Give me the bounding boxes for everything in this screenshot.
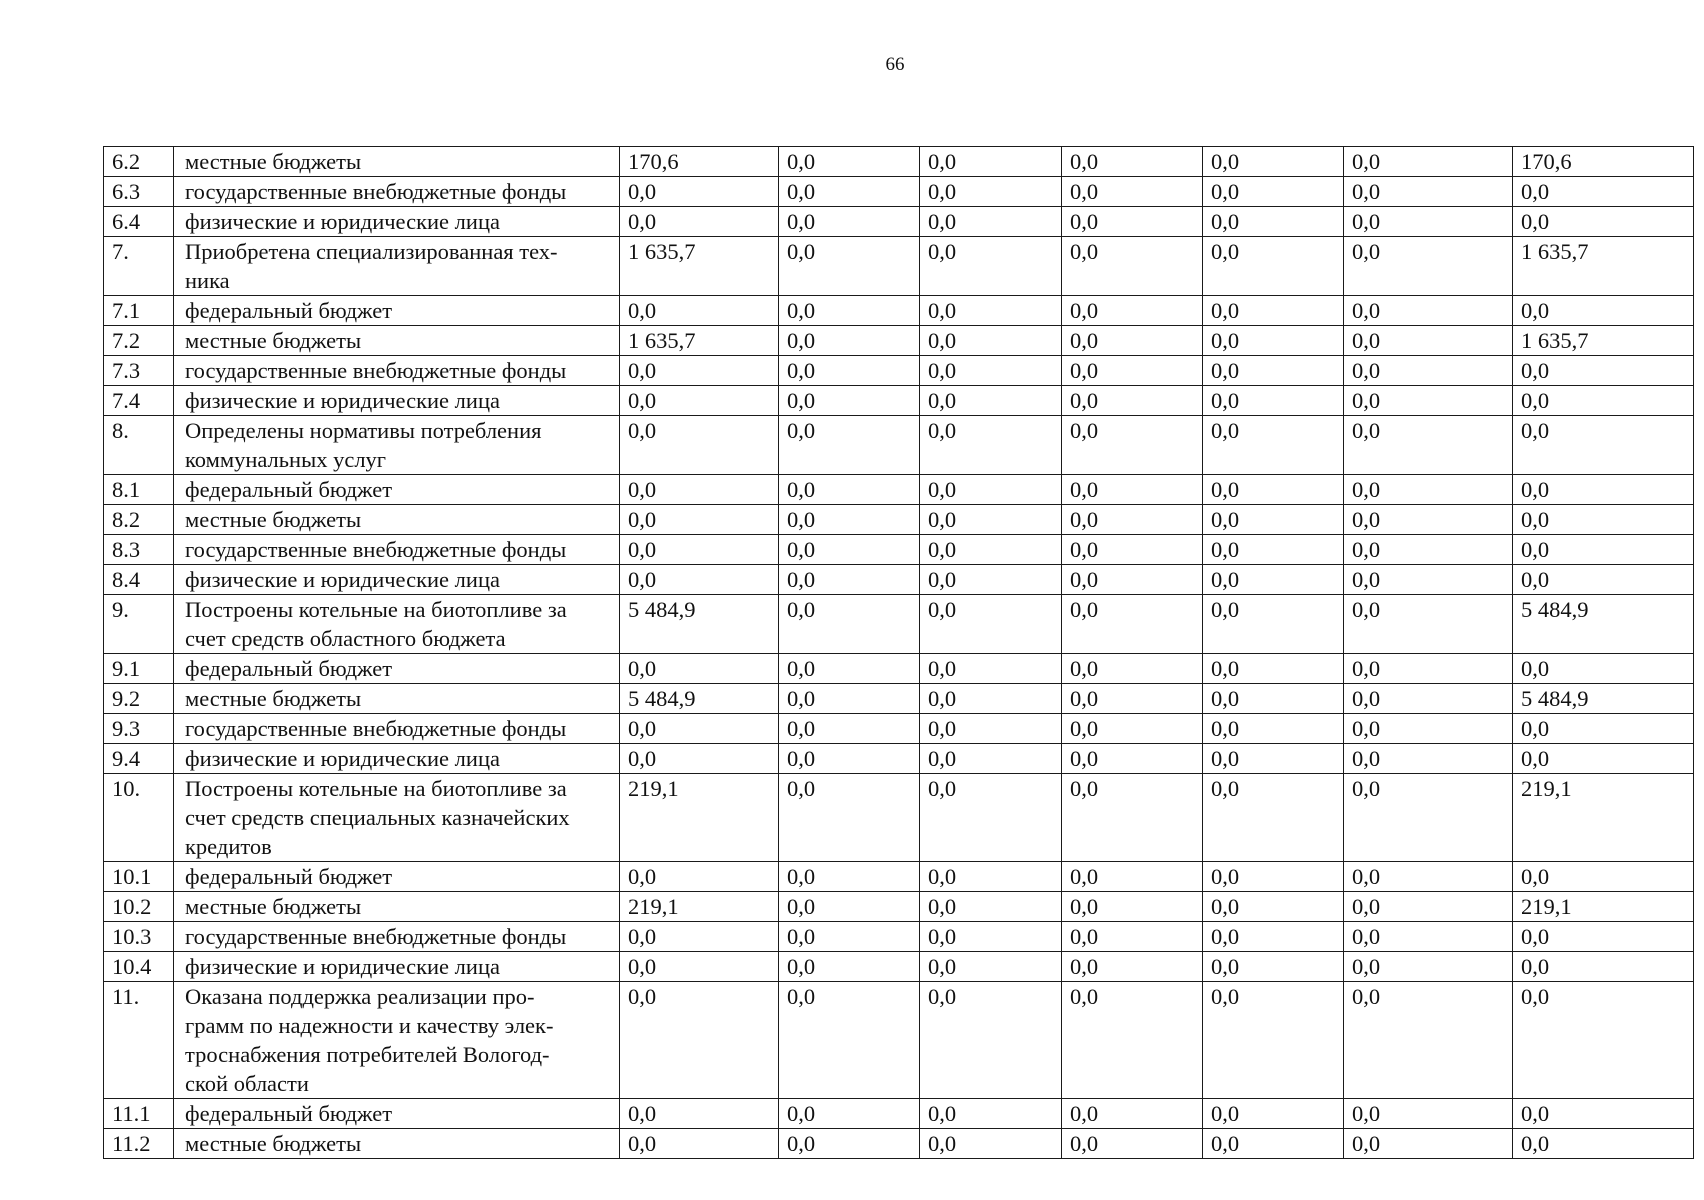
value-cell: 0,0 bbox=[920, 982, 1062, 1099]
value-cell: 0,0 bbox=[1344, 565, 1513, 595]
table-row bbox=[104, 952, 1694, 982]
value-cell: 0,0 bbox=[779, 714, 920, 744]
row-label-cell: физические и юридические лица bbox=[174, 744, 620, 774]
value-cell: 0,0 bbox=[1344, 505, 1513, 535]
table-row bbox=[104, 356, 1694, 386]
value-cell: 0,0 bbox=[620, 386, 779, 416]
row-number-cell: 7.1 bbox=[104, 296, 174, 326]
value-cell: 0,0 bbox=[620, 505, 779, 535]
value-cell: 0,0 bbox=[1062, 237, 1203, 296]
row-number-cell: 9.1 bbox=[104, 654, 174, 684]
value-cell: 0,0 bbox=[1513, 565, 1694, 595]
value-cell: 0,0 bbox=[1344, 326, 1513, 356]
table-row bbox=[104, 535, 1694, 565]
value-cell: 0,0 bbox=[1344, 922, 1513, 952]
value-cell: 0,0 bbox=[1203, 1129, 1344, 1159]
value-cell: 0,0 bbox=[1513, 296, 1694, 326]
value-cell: 0,0 bbox=[1203, 207, 1344, 237]
value-cell: 0,0 bbox=[1203, 386, 1344, 416]
value-cell: 0,0 bbox=[1344, 386, 1513, 416]
value-cell: 0,0 bbox=[1062, 684, 1203, 714]
row-number-cell: 10.3 bbox=[104, 922, 174, 952]
row-number-cell: 9. bbox=[104, 595, 174, 654]
value-cell: 0,0 bbox=[779, 147, 920, 177]
value-cell: 0,0 bbox=[1344, 982, 1513, 1099]
table-row bbox=[104, 565, 1694, 595]
row-label-cell: федеральный бюджет bbox=[174, 1099, 620, 1129]
value-cell: 0,0 bbox=[1203, 952, 1344, 982]
value-cell: 0,0 bbox=[1062, 922, 1203, 952]
value-cell: 1 635,7 bbox=[620, 326, 779, 356]
value-cell: 0,0 bbox=[920, 147, 1062, 177]
value-cell: 170,6 bbox=[1513, 147, 1694, 177]
row-number-cell: 8.4 bbox=[104, 565, 174, 595]
value-cell: 5 484,9 bbox=[1513, 595, 1694, 654]
value-cell: 0,0 bbox=[1513, 386, 1694, 416]
value-cell: 0,0 bbox=[1513, 535, 1694, 565]
value-cell: 0,0 bbox=[779, 892, 920, 922]
value-cell: 0,0 bbox=[1513, 654, 1694, 684]
value-cell: 0,0 bbox=[779, 416, 920, 475]
row-label-cell: местные бюджеты bbox=[174, 1129, 620, 1159]
value-cell: 0,0 bbox=[1062, 535, 1203, 565]
value-cell: 0,0 bbox=[1203, 892, 1344, 922]
value-cell: 0,0 bbox=[779, 326, 920, 356]
table-row bbox=[104, 892, 1694, 922]
value-cell: 0,0 bbox=[1203, 147, 1344, 177]
value-cell: 0,0 bbox=[920, 654, 1062, 684]
budget-table bbox=[103, 146, 1694, 1159]
value-cell: 0,0 bbox=[620, 177, 779, 207]
value-cell: 0,0 bbox=[779, 952, 920, 982]
value-cell: 0,0 bbox=[1344, 654, 1513, 684]
value-cell: 0,0 bbox=[1344, 237, 1513, 296]
value-cell: 0,0 bbox=[620, 714, 779, 744]
value-cell: 0,0 bbox=[779, 296, 920, 326]
table-row bbox=[104, 744, 1694, 774]
value-cell: 0,0 bbox=[1203, 714, 1344, 744]
value-cell: 0,0 bbox=[920, 595, 1062, 654]
value-cell: 5 484,9 bbox=[620, 595, 779, 654]
value-cell: 0,0 bbox=[1203, 1099, 1344, 1129]
value-cell: 0,0 bbox=[1513, 207, 1694, 237]
value-cell: 0,0 bbox=[620, 654, 779, 684]
row-label-cell: местные бюджеты bbox=[174, 505, 620, 535]
value-cell: 0,0 bbox=[1513, 744, 1694, 774]
value-cell: 1 635,7 bbox=[1513, 237, 1694, 296]
row-label-cell: государственные внебюджетные фонды bbox=[174, 535, 620, 565]
value-cell: 0,0 bbox=[620, 565, 779, 595]
row-label-cell: местные бюджеты bbox=[174, 326, 620, 356]
value-cell: 0,0 bbox=[1203, 535, 1344, 565]
value-cell: 0,0 bbox=[779, 565, 920, 595]
value-cell: 0,0 bbox=[1203, 862, 1344, 892]
value-cell: 0,0 bbox=[1203, 595, 1344, 654]
page-number: 66 bbox=[885, 54, 905, 75]
value-cell: 0,0 bbox=[920, 684, 1062, 714]
row-label-cell: Приобретена специализированная тех- ника bbox=[174, 237, 620, 296]
value-cell: 0,0 bbox=[1344, 862, 1513, 892]
row-label-cell: физические и юридические лица bbox=[174, 565, 620, 595]
value-cell: 0,0 bbox=[779, 386, 920, 416]
row-label-cell: местные бюджеты bbox=[174, 684, 620, 714]
row-number-cell: 8.1 bbox=[104, 475, 174, 505]
table-row bbox=[104, 1129, 1694, 1159]
table-row bbox=[104, 862, 1694, 892]
value-cell: 0,0 bbox=[920, 1099, 1062, 1129]
value-cell: 0,0 bbox=[1203, 177, 1344, 207]
value-cell: 0,0 bbox=[1344, 774, 1513, 862]
value-cell: 0,0 bbox=[779, 1129, 920, 1159]
value-cell: 0,0 bbox=[1203, 744, 1344, 774]
row-number-cell: 10. bbox=[104, 774, 174, 862]
value-cell: 0,0 bbox=[1203, 654, 1344, 684]
row-number-cell: 8.3 bbox=[104, 535, 174, 565]
value-cell: 0,0 bbox=[920, 177, 1062, 207]
table-row bbox=[104, 386, 1694, 416]
value-cell: 0,0 bbox=[620, 982, 779, 1099]
value-cell: 0,0 bbox=[620, 922, 779, 952]
table-row bbox=[104, 296, 1694, 326]
value-cell: 0,0 bbox=[779, 744, 920, 774]
row-label-cell: федеральный бюджет bbox=[174, 296, 620, 326]
value-cell: 0,0 bbox=[1203, 356, 1344, 386]
table-row bbox=[104, 595, 1694, 654]
value-cell: 0,0 bbox=[620, 296, 779, 326]
value-cell: 0,0 bbox=[1062, 296, 1203, 326]
value-cell: 0,0 bbox=[1344, 1129, 1513, 1159]
table-row bbox=[104, 207, 1694, 237]
table-row bbox=[104, 1099, 1694, 1129]
table-row bbox=[104, 684, 1694, 714]
table-row bbox=[104, 416, 1694, 475]
value-cell: 0,0 bbox=[1203, 774, 1344, 862]
value-cell: 0,0 bbox=[920, 922, 1062, 952]
value-cell: 0,0 bbox=[920, 237, 1062, 296]
row-number-cell: 6.2 bbox=[104, 147, 174, 177]
value-cell: 0,0 bbox=[779, 595, 920, 654]
row-label-cell: Оказана поддержка реализации про- грамм по надежности и качеству элек- троснабжения потребителей Вологод- ской области bbox=[174, 982, 620, 1099]
value-cell: 0,0 bbox=[1062, 862, 1203, 892]
row-number-cell: 7. bbox=[104, 237, 174, 296]
row-number-cell: 11. bbox=[104, 982, 174, 1099]
value-cell: 0,0 bbox=[1344, 207, 1513, 237]
value-cell: 0,0 bbox=[620, 1129, 779, 1159]
value-cell: 0,0 bbox=[920, 296, 1062, 326]
row-label-cell: федеральный бюджет bbox=[174, 654, 620, 684]
value-cell: 0,0 bbox=[1203, 237, 1344, 296]
value-cell: 5 484,9 bbox=[1513, 684, 1694, 714]
value-cell: 0,0 bbox=[920, 207, 1062, 237]
row-number-cell: 6.4 bbox=[104, 207, 174, 237]
value-cell: 0,0 bbox=[779, 862, 920, 892]
value-cell: 0,0 bbox=[1344, 296, 1513, 326]
row-number-cell: 8. bbox=[104, 416, 174, 475]
table-body bbox=[104, 147, 1694, 1159]
value-cell: 0,0 bbox=[1062, 774, 1203, 862]
value-cell: 0,0 bbox=[920, 862, 1062, 892]
value-cell: 0,0 bbox=[779, 237, 920, 296]
value-cell: 219,1 bbox=[1513, 892, 1694, 922]
row-label-cell: федеральный бюджет bbox=[174, 475, 620, 505]
value-cell: 0,0 bbox=[1513, 505, 1694, 535]
table-row bbox=[104, 505, 1694, 535]
table-row bbox=[104, 654, 1694, 684]
value-cell: 0,0 bbox=[1344, 177, 1513, 207]
value-cell: 0,0 bbox=[1062, 595, 1203, 654]
value-cell: 0,0 bbox=[1344, 892, 1513, 922]
table-row bbox=[104, 982, 1694, 1099]
row-number-cell: 8.2 bbox=[104, 505, 174, 535]
value-cell: 0,0 bbox=[920, 952, 1062, 982]
row-label-cell: государственные внебюджетные фонды bbox=[174, 356, 620, 386]
value-cell: 0,0 bbox=[920, 326, 1062, 356]
row-label-cell: местные бюджеты bbox=[174, 147, 620, 177]
value-cell: 0,0 bbox=[1344, 147, 1513, 177]
value-cell: 0,0 bbox=[1513, 1099, 1694, 1129]
value-cell: 0,0 bbox=[779, 684, 920, 714]
table-row bbox=[104, 714, 1694, 744]
row-number-cell: 7.4 bbox=[104, 386, 174, 416]
row-label-cell: государственные внебюджетные фонды bbox=[174, 922, 620, 952]
row-label-cell: Определены нормативы потребления коммунальных услуг bbox=[174, 416, 620, 475]
value-cell: 0,0 bbox=[779, 177, 920, 207]
row-label-cell: Построены котельные на биотопливе за счет средств специальных казначейских кредитов bbox=[174, 774, 620, 862]
value-cell: 0,0 bbox=[1513, 356, 1694, 386]
value-cell: 0,0 bbox=[1062, 1099, 1203, 1129]
row-number-cell: 9.4 bbox=[104, 744, 174, 774]
row-number-cell: 7.3 bbox=[104, 356, 174, 386]
value-cell: 0,0 bbox=[920, 714, 1062, 744]
value-cell: 0,0 bbox=[779, 475, 920, 505]
value-cell: 0,0 bbox=[920, 565, 1062, 595]
value-cell: 0,0 bbox=[779, 982, 920, 1099]
row-number-cell: 10.4 bbox=[104, 952, 174, 982]
value-cell: 0,0 bbox=[1513, 922, 1694, 952]
value-cell: 0,0 bbox=[1062, 475, 1203, 505]
value-cell: 1 635,7 bbox=[620, 237, 779, 296]
row-number-cell: 7.2 bbox=[104, 326, 174, 356]
row-number-cell: 10.1 bbox=[104, 862, 174, 892]
value-cell: 0,0 bbox=[920, 416, 1062, 475]
value-cell: 0,0 bbox=[920, 892, 1062, 922]
value-cell: 0,0 bbox=[1513, 1129, 1694, 1159]
table-row bbox=[104, 237, 1694, 296]
value-cell: 0,0 bbox=[779, 1099, 920, 1129]
value-cell: 0,0 bbox=[779, 774, 920, 862]
table-row bbox=[104, 177, 1694, 207]
value-cell: 0,0 bbox=[1062, 505, 1203, 535]
value-cell: 0,0 bbox=[1513, 952, 1694, 982]
value-cell: 0,0 bbox=[779, 207, 920, 237]
value-cell: 0,0 bbox=[620, 207, 779, 237]
value-cell: 0,0 bbox=[1203, 982, 1344, 1099]
value-cell: 0,0 bbox=[620, 1099, 779, 1129]
value-cell: 0,0 bbox=[1344, 535, 1513, 565]
table-row bbox=[104, 326, 1694, 356]
value-cell: 0,0 bbox=[1344, 714, 1513, 744]
value-cell: 0,0 bbox=[920, 505, 1062, 535]
value-cell: 0,0 bbox=[1513, 475, 1694, 505]
value-cell: 0,0 bbox=[1062, 565, 1203, 595]
value-cell: 0,0 bbox=[1344, 684, 1513, 714]
row-number-cell: 6.3 bbox=[104, 177, 174, 207]
value-cell: 0,0 bbox=[1062, 1129, 1203, 1159]
value-cell: 5 484,9 bbox=[620, 684, 779, 714]
value-cell: 0,0 bbox=[779, 654, 920, 684]
table-row bbox=[104, 922, 1694, 952]
value-cell: 0,0 bbox=[779, 535, 920, 565]
row-number-cell: 11.1 bbox=[104, 1099, 174, 1129]
value-cell: 0,0 bbox=[1203, 326, 1344, 356]
value-cell: 1 635,7 bbox=[1513, 326, 1694, 356]
row-label-cell: физические и юридические лица bbox=[174, 952, 620, 982]
value-cell: 0,0 bbox=[1344, 1099, 1513, 1129]
value-cell: 0,0 bbox=[1062, 177, 1203, 207]
row-number-cell: 10.2 bbox=[104, 892, 174, 922]
row-label-cell: федеральный бюджет bbox=[174, 862, 620, 892]
row-label-cell: физические и юридические лица bbox=[174, 207, 620, 237]
value-cell: 0,0 bbox=[1344, 416, 1513, 475]
value-cell: 0,0 bbox=[1062, 744, 1203, 774]
value-cell: 170,6 bbox=[620, 147, 779, 177]
value-cell: 0,0 bbox=[779, 505, 920, 535]
value-cell: 0,0 bbox=[1203, 475, 1344, 505]
value-cell: 0,0 bbox=[1513, 416, 1694, 475]
value-cell: 0,0 bbox=[920, 744, 1062, 774]
value-cell: 0,0 bbox=[1062, 952, 1203, 982]
value-cell: 0,0 bbox=[1062, 386, 1203, 416]
value-cell: 0,0 bbox=[1203, 565, 1344, 595]
value-cell: 219,1 bbox=[620, 892, 779, 922]
value-cell: 0,0 bbox=[1203, 505, 1344, 535]
value-cell: 0,0 bbox=[779, 922, 920, 952]
value-cell: 0,0 bbox=[1062, 654, 1203, 684]
value-cell: 0,0 bbox=[779, 356, 920, 386]
value-cell: 0,0 bbox=[920, 356, 1062, 386]
value-cell: 0,0 bbox=[1513, 177, 1694, 207]
row-label-cell: местные бюджеты bbox=[174, 892, 620, 922]
value-cell: 0,0 bbox=[1062, 714, 1203, 744]
value-cell: 0,0 bbox=[920, 774, 1062, 862]
value-cell: 0,0 bbox=[1062, 207, 1203, 237]
value-cell: 0,0 bbox=[620, 416, 779, 475]
value-cell: 0,0 bbox=[1062, 892, 1203, 922]
value-cell: 0,0 bbox=[1062, 356, 1203, 386]
value-cell: 0,0 bbox=[620, 475, 779, 505]
row-label-cell: государственные внебюджетные фонды bbox=[174, 714, 620, 744]
value-cell: 0,0 bbox=[1513, 714, 1694, 744]
row-label-cell: государственные внебюджетные фонды bbox=[174, 177, 620, 207]
value-cell: 0,0 bbox=[1513, 862, 1694, 892]
row-number-cell: 9.3 bbox=[104, 714, 174, 744]
value-cell: 0,0 bbox=[620, 862, 779, 892]
value-cell: 0,0 bbox=[1344, 475, 1513, 505]
value-cell: 0,0 bbox=[1062, 416, 1203, 475]
row-number-cell: 11.2 bbox=[104, 1129, 174, 1159]
value-cell: 219,1 bbox=[620, 774, 779, 862]
value-cell: 0,0 bbox=[920, 1129, 1062, 1159]
value-cell: 0,0 bbox=[1203, 922, 1344, 952]
value-cell: 0,0 bbox=[1344, 595, 1513, 654]
value-cell: 0,0 bbox=[920, 535, 1062, 565]
value-cell: 0,0 bbox=[920, 386, 1062, 416]
row-label-cell: Построены котельные на биотопливе за счет средств областного бюджета bbox=[174, 595, 620, 654]
value-cell: 0,0 bbox=[920, 475, 1062, 505]
value-cell: 0,0 bbox=[1344, 952, 1513, 982]
value-cell: 0,0 bbox=[1344, 744, 1513, 774]
value-cell: 0,0 bbox=[1062, 982, 1203, 1099]
table-row bbox=[104, 147, 1694, 177]
table-row bbox=[104, 774, 1694, 862]
value-cell: 219,1 bbox=[1513, 774, 1694, 862]
row-number-cell: 9.2 bbox=[104, 684, 174, 714]
value-cell: 0,0 bbox=[1062, 147, 1203, 177]
value-cell: 0,0 bbox=[620, 744, 779, 774]
value-cell: 0,0 bbox=[1203, 296, 1344, 326]
table-row bbox=[104, 475, 1694, 505]
value-cell: 0,0 bbox=[620, 356, 779, 386]
value-cell: 0,0 bbox=[620, 535, 779, 565]
value-cell: 0,0 bbox=[1513, 982, 1694, 1099]
value-cell: 0,0 bbox=[1062, 326, 1203, 356]
value-cell: 0,0 bbox=[620, 952, 779, 982]
value-cell: 0,0 bbox=[1203, 684, 1344, 714]
row-label-cell: физические и юридические лица bbox=[174, 386, 620, 416]
value-cell: 0,0 bbox=[1203, 416, 1344, 475]
value-cell: 0,0 bbox=[1344, 356, 1513, 386]
